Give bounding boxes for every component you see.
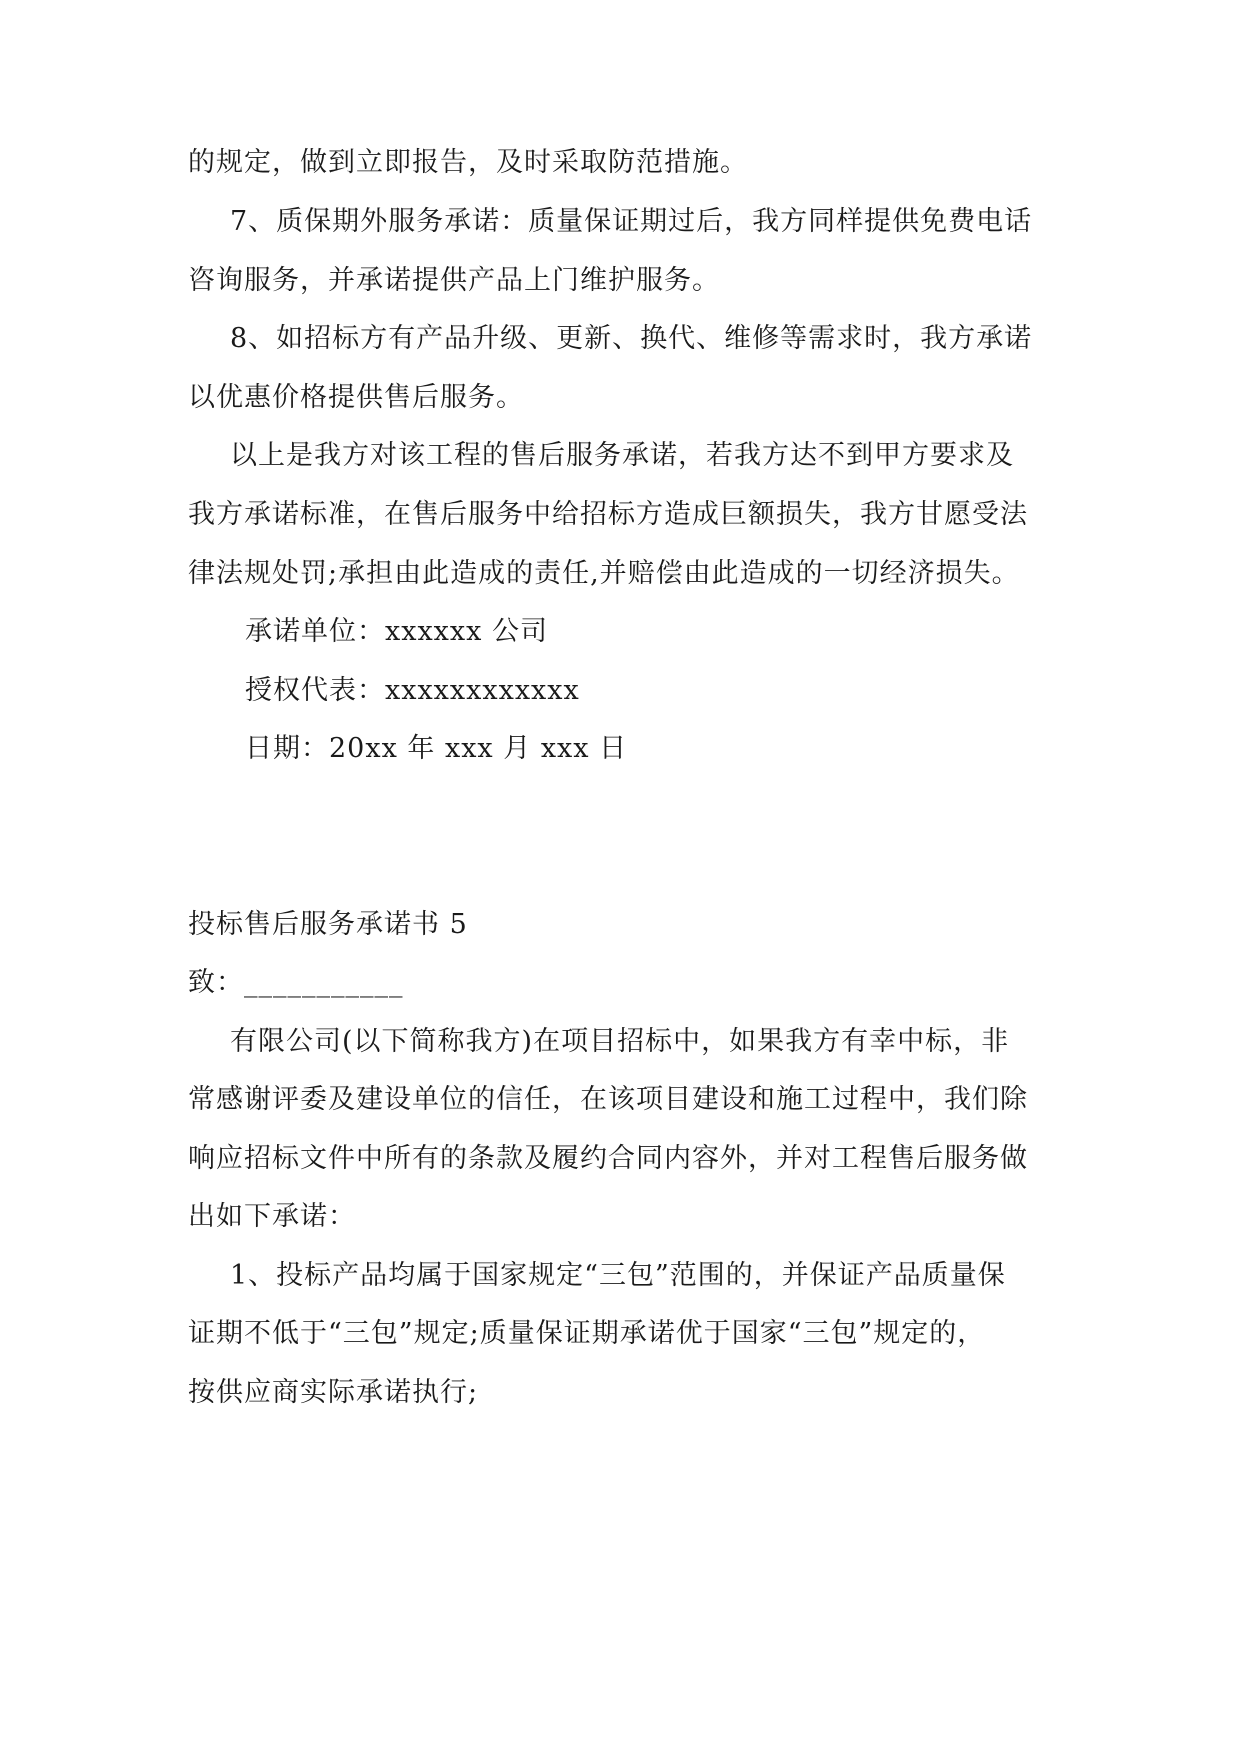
- summary-line-1: 以上是我方对该工程的售后服务承诺，若我方达不到甲方要求及: [230, 440, 1014, 471]
- intro-line-2: 常感谢评委及建设单位的信任，在该项目建设和施工过程中，我们除: [188, 1084, 1028, 1115]
- paragraph-7-line-2: 咨询服务，并承诺提供产品上门维护服务。: [188, 265, 720, 296]
- summary-line-2: 我方承诺标准，在售后服务中给招标方造成巨额损失，我方甘愿受法: [188, 499, 1028, 530]
- section-title: 投标售后服务承诺书 5: [188, 909, 468, 940]
- addressee-line: 致：___________: [188, 967, 404, 998]
- item-1-line-3: 按供应商实际承诺执行;: [188, 1377, 479, 1408]
- signature-date: 日期：20xx 年 xxx 月 xxx 日: [245, 733, 628, 764]
- item-1-line-1: 1、投标产品均属于国家规定“三包”范围的，并保证产品质量保: [230, 1260, 1006, 1291]
- intro-line-4: 出如下承诺：: [188, 1201, 356, 1232]
- intro-line-3: 响应招标文件中所有的条款及履约合同内容外，并对工程售后服务做: [188, 1143, 1028, 1174]
- paragraph-6-tail: 的规定，做到立即报告，及时采取防范措施。: [188, 147, 748, 178]
- signature-unit: 承诺单位：xxxxxx 公司: [245, 616, 548, 647]
- paragraph-7-line-1: 7、质保期外服务承诺：质量保证期过后，我方同样提供免费电话: [230, 206, 1033, 237]
- paragraph-8-line-2: 以优惠价格提供售后服务。: [188, 382, 524, 413]
- item-1-line-2: 证期不低于“三包”规定;质量保证期承诺优于国家“三包”规定的，: [188, 1318, 986, 1349]
- summary-line-3: 律法规处罚;承担由此造成的责任,并赔偿由此造成的一切经济损失。: [188, 558, 1020, 589]
- signature-representative: 授权代表：xxxxxxxxxxxx: [245, 675, 580, 706]
- paragraph-8-line-1: 8、如招标方有产品升级、更新、换代、维修等需求时，我方承诺: [230, 323, 1033, 354]
- intro-line-1: 有限公司(以下简称我方)在项目招标中，如果我方有幸中标，非: [230, 1026, 1010, 1057]
